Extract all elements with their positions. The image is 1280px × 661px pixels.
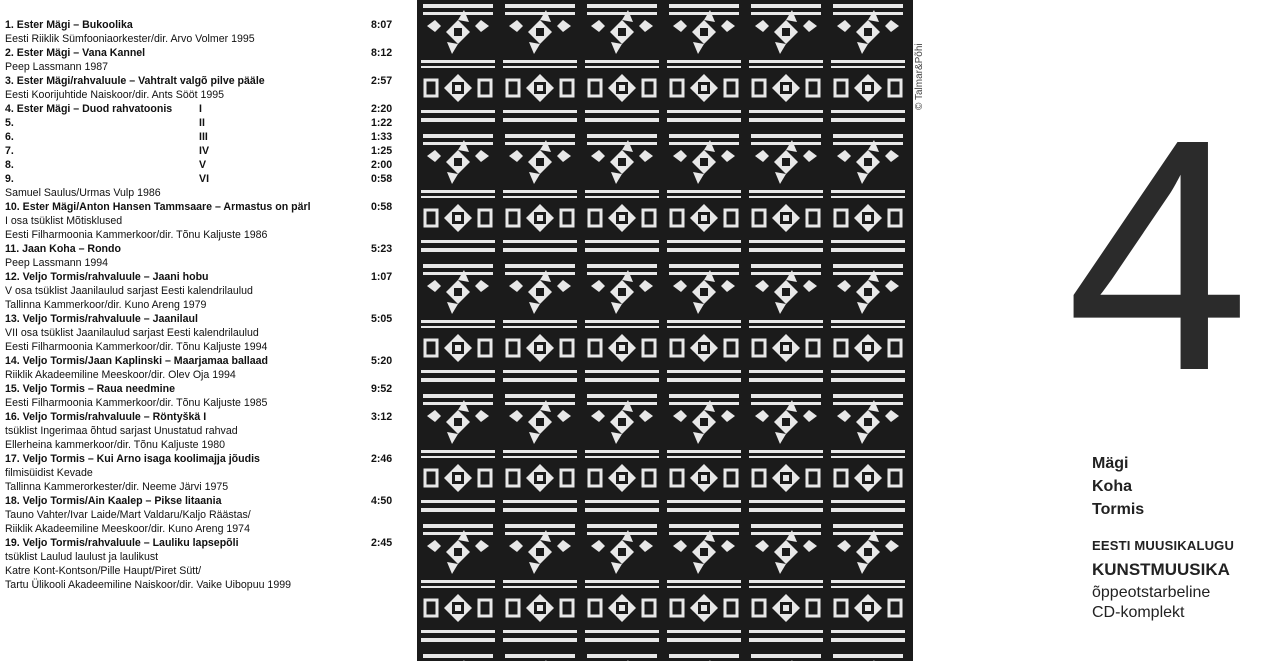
track-credit: I osa tsüklist Mõtisklused bbox=[5, 215, 123, 227]
track-duration: 2:00 bbox=[371, 159, 393, 171]
track-title: 8. bbox=[5, 159, 14, 171]
track-duration: 5:05 bbox=[371, 313, 393, 325]
track-row bbox=[5, 144, 410, 158]
track-row bbox=[5, 536, 410, 550]
track-credit: Eesti Filharmoonia Kammerkoor/dir. Tõnu Kaljuste 1986 bbox=[5, 229, 268, 241]
track-credit: Tallinna Kammerkoor/dir. Kuno Areng 1979 bbox=[5, 299, 207, 311]
track-title: 18. Veljo Tormis/Ain Kaalep – Pikse litaania bbox=[5, 495, 222, 507]
track-title: 13. Veljo Tormis/rahvaluule – Jaanilaul bbox=[5, 313, 198, 325]
track-list bbox=[5, 18, 410, 592]
track-duration: 1:07 bbox=[371, 271, 393, 283]
track-credit-row bbox=[5, 256, 410, 270]
track-title: 14. Veljo Tormis/Jaan Kaplinski – Maarjamaa ballaad bbox=[5, 355, 269, 367]
track-credit-row bbox=[5, 214, 410, 228]
track-part-number: VI bbox=[199, 173, 210, 185]
track-credit: Riiklik Akadeemiline Meeskoor/dir. Kuno Areng 1974 bbox=[5, 523, 250, 535]
track-credit-row bbox=[5, 60, 410, 74]
track-credit: Tauno Vahter/Ivar Laide/Mart Valdaru/Kaljo Räästas/ bbox=[5, 509, 251, 521]
volume-number: 4 bbox=[1066, 70, 1240, 439]
track-title: 15. Veljo Tormis – Raua needmine bbox=[5, 383, 175, 395]
track-credit-row bbox=[5, 326, 410, 340]
track-row bbox=[5, 46, 410, 60]
track-title: 19. Veljo Tormis/rahvaluule – Lauliku lapsepõli bbox=[5, 537, 239, 549]
track-duration: 8:07 bbox=[371, 19, 393, 31]
track-credit-row bbox=[5, 340, 410, 354]
track-row bbox=[5, 312, 410, 326]
track-row bbox=[5, 494, 410, 508]
track-credit: Samuel Saulus/Urmas Vulp 1986 bbox=[5, 187, 161, 199]
track-credit: Eesti Riiklik Sümfooniaorkester/dir. Arvo Volmer 1995 bbox=[5, 33, 255, 45]
track-duration: 8:12 bbox=[371, 47, 393, 59]
track-row bbox=[5, 158, 410, 172]
composer-name: Tormis bbox=[1092, 501, 1145, 518]
track-credit-row bbox=[5, 228, 410, 242]
track-duration: 5:20 bbox=[371, 355, 393, 367]
track-row bbox=[5, 382, 410, 396]
track-credit-row bbox=[5, 578, 410, 592]
track-credit: filmisüidist Kevade bbox=[5, 467, 93, 479]
track-credit-row bbox=[5, 466, 410, 480]
track-duration: 5:23 bbox=[371, 243, 393, 255]
track-row bbox=[5, 242, 410, 256]
track-credit-row bbox=[5, 284, 410, 298]
track-title: 16. Veljo Tormis/rahvaluule – Röntyškä I bbox=[5, 411, 207, 423]
track-credit: Tartu Ülikooli Akadeemiline Naiskoor/dir. Vaike Uibopuu 1999 bbox=[5, 579, 291, 591]
track-duration: 3:12 bbox=[371, 411, 393, 423]
track-title: 9. bbox=[5, 173, 14, 185]
track-title: 7. bbox=[5, 145, 14, 157]
track-duration: 0:58 bbox=[371, 201, 393, 213]
track-title: 11. Jaan Koha – Rondo bbox=[5, 243, 121, 255]
track-credit-row bbox=[5, 368, 410, 382]
track-duration: 2:57 bbox=[371, 75, 393, 87]
description-line: CD-komplekt bbox=[1092, 604, 1185, 621]
track-credit: tsüklist Ingerimaa õhtud sarjast Unustatud rahvad bbox=[5, 425, 238, 437]
composer-name: Koha bbox=[1092, 478, 1132, 495]
track-credit: Eesti Filharmoonia Kammerkoor/dir. Tõnu Kaljuste 1985 bbox=[5, 397, 268, 409]
track-credit: Riiklik Akadeemiline Meeskoor/dir. Olev Oja 1994 bbox=[5, 369, 236, 381]
set-description bbox=[1092, 583, 1210, 623]
track-credit-row bbox=[5, 508, 410, 522]
track-duration: 4:50 bbox=[371, 495, 393, 507]
track-duration: 2:46 bbox=[371, 453, 393, 465]
track-title: 5. bbox=[5, 117, 14, 129]
track-duration: 2:45 bbox=[371, 537, 393, 549]
track-part-number: V bbox=[199, 159, 207, 171]
track-credit: V osa tsüklist Jaanilaulud sarjast Eesti kalendrilaulud bbox=[5, 285, 253, 297]
copyright-text: © Talmar&Põhi bbox=[914, 43, 925, 110]
track-title: 1. Ester Mägi – Bukoolika bbox=[5, 19, 133, 31]
track-duration: 2:20 bbox=[371, 103, 393, 115]
track-credit-row bbox=[5, 396, 410, 410]
track-credit-row bbox=[5, 438, 410, 452]
track-part-number: II bbox=[199, 117, 205, 129]
track-credit: Eesti Koorijuhtide Naiskoor/dir. Ants Sööt 1995 bbox=[5, 89, 225, 101]
track-row bbox=[5, 74, 410, 88]
series-subtitle: KUNSTMUUSIKA bbox=[1092, 560, 1230, 579]
track-credit: Eesti Filharmoonia Kammerkoor/dir. Tõnu Kaljuste 1994 bbox=[5, 341, 268, 353]
track-duration: 9:52 bbox=[371, 383, 393, 395]
track-duration: 1:33 bbox=[371, 131, 393, 143]
track-row bbox=[5, 172, 410, 186]
track-duration: 1:25 bbox=[371, 145, 393, 157]
track-credit: Tallinna Kammerorkester/dir. Neeme Järvi 1975 bbox=[5, 481, 229, 493]
track-title: 10. Ester Mägi/Anton Hansen Tammsaare – Armastus on pärl bbox=[5, 201, 311, 213]
track-row bbox=[5, 410, 410, 424]
composer-list bbox=[1092, 452, 1144, 521]
track-title: 12. Veljo Tormis/rahvaluule – Jaani hobu bbox=[5, 271, 209, 283]
track-credit-row bbox=[5, 32, 410, 46]
track-credit-row bbox=[5, 186, 410, 200]
track-row bbox=[5, 18, 410, 32]
track-credit-row bbox=[5, 88, 410, 102]
track-credit-row bbox=[5, 298, 410, 312]
series-title: EESTI MUUSIKALUGU bbox=[1092, 538, 1235, 553]
track-title: 3. Ester Mägi/rahvaluule – Vahtralt valgõ pilve pääle bbox=[5, 75, 265, 87]
track-credit-row bbox=[5, 564, 410, 578]
track-row bbox=[5, 354, 410, 368]
track-part-number: I bbox=[199, 103, 202, 115]
track-row bbox=[5, 102, 410, 116]
track-row bbox=[5, 452, 410, 466]
description-line: õppeotstarbeline bbox=[1092, 584, 1211, 601]
track-duration: 1:22 bbox=[371, 117, 393, 129]
track-title: 6. bbox=[5, 131, 14, 143]
track-credit-row bbox=[5, 424, 410, 438]
track-title: 2. Ester Mägi – Vana Kannel bbox=[5, 47, 146, 59]
track-credit: VII osa tsüklist Jaanilaulud sarjast Eesti kalendrilaulud bbox=[5, 327, 259, 339]
track-row bbox=[5, 270, 410, 284]
composer-name: Mägi bbox=[1092, 455, 1129, 472]
track-credit: Ellerheina kammerkoor/dir. Tõnu Kaljuste 1980 bbox=[5, 439, 226, 451]
track-credit-row bbox=[5, 480, 410, 494]
track-credit: Peep Lassmann 1987 bbox=[5, 61, 109, 73]
track-row bbox=[5, 200, 410, 214]
track-part-number: IV bbox=[199, 145, 210, 157]
track-title: 4. Ester Mägi – Duod rahvatoonis bbox=[5, 103, 173, 115]
track-row bbox=[5, 116, 410, 130]
knit-pattern-image bbox=[417, 0, 913, 661]
track-part-number: III bbox=[199, 131, 208, 143]
track-duration: 0:58 bbox=[371, 173, 393, 185]
track-title: 17. Veljo Tormis – Kui Arno isaga koolimajja jõudis bbox=[5, 453, 260, 465]
track-credit-row bbox=[5, 550, 410, 564]
track-credit: Katre Kont-Kontson/Pille Haupt/Piret Sütt/ bbox=[5, 565, 202, 577]
track-credit-row bbox=[5, 522, 410, 536]
track-credit: Peep Lassmann 1994 bbox=[5, 257, 109, 269]
track-row bbox=[5, 130, 410, 144]
track-credit: tsüklist Laulud laulust ja laulikust bbox=[5, 551, 159, 563]
